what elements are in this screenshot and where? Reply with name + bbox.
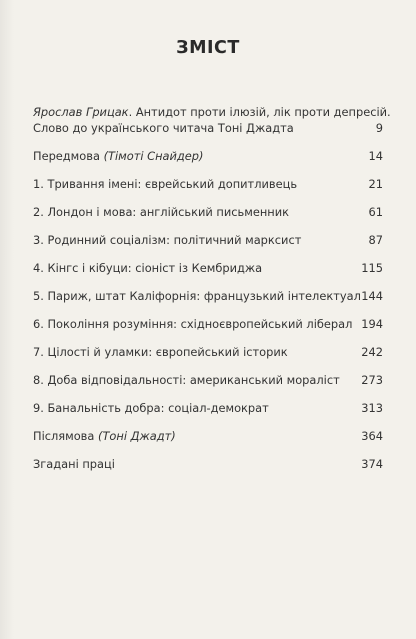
toc-entry-title: Згадані праці <box>33 457 115 471</box>
toc-page-number: 14 <box>368 149 383 163</box>
toc-page-number: 364 <box>361 429 383 443</box>
toc-page-number: 194 <box>361 317 383 331</box>
page-edge-shadow <box>0 0 14 639</box>
toc-entry-title: 1. Тривання імені: єврейський допитливець <box>33 177 298 191</box>
toc-page-number: 21 <box>368 177 383 191</box>
toc-entry-title: 5. Париж, штат Каліфорнія: французький інтелектуал <box>33 289 361 303</box>
toc-page-number: 9 <box>375 121 383 135</box>
toc-entry-title: 2. Лондон і мова: англійський письменник <box>33 205 290 219</box>
toc-entry-title: 3. Родинний соціалізм: політичний марксист <box>33 233 302 247</box>
toc-entry-title: 9. Банальність добра: соціал-демократ <box>33 401 269 415</box>
page-title: ЗМІСТ <box>176 38 240 58</box>
toc-entry-title: 4. Кінгс і кібуци: сіоніст із Кембриджа <box>33 261 263 275</box>
toc-page-number: 273 <box>361 373 383 387</box>
toc-entry-author: Ярослав Грицак <box>33 105 129 119</box>
toc-entry-title: . Антидот проти ілюзій, лік проти депресій. <box>128 105 391 119</box>
toc-entry-title: 7. Цілості й уламки: європейський історик <box>33 345 288 359</box>
toc-entry-text <box>33 427 176 446</box>
toc-entry-subtitle: Слово до українського читача Тоні Джадта <box>33 121 294 135</box>
toc-page-number: 313 <box>361 401 383 415</box>
toc-entry-title: Післямова <box>33 429 99 443</box>
toc-page-number: 61 <box>368 205 383 219</box>
toc-page-number: 144 <box>361 289 383 303</box>
toc-entry-author: (Тімоті Снайдер) <box>103 149 204 163</box>
toc-page-number: 242 <box>361 345 383 359</box>
toc-entry-title: 6. Покоління розуміння: східноєвропейський ліберал <box>33 317 353 331</box>
toc-entry-author: (Тоні Джадт) <box>98 429 176 443</box>
toc-entry-title: Передмова <box>33 149 104 163</box>
toc-page-number: 374 <box>361 457 383 471</box>
toc-page-number: 115 <box>361 261 383 275</box>
toc-entry-text <box>33 147 203 166</box>
toc-page-number: 87 <box>368 233 383 247</box>
toc-entry-title: 8. Доба відповідальності: американський мораліст <box>33 373 340 387</box>
